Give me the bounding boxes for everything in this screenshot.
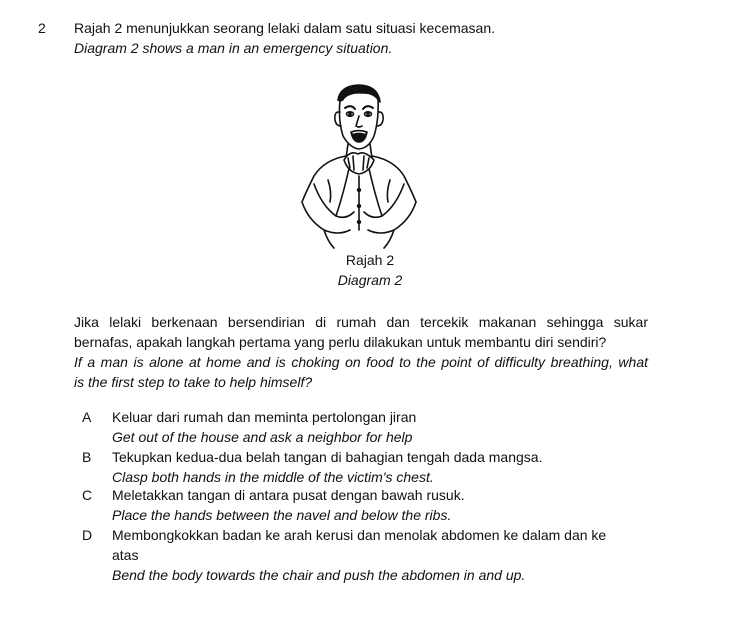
option-text-english: Get out of the house and ask a neighbor for help [112,429,413,445]
option-letter: B [82,449,92,465]
option-text-malay: Keluar dari rumah dan meminta pertolongan jiran [112,409,417,425]
option-letter: D [82,527,93,543]
option-text-malay: Meletakkan tangan di antara pusat dengan bawah rusuk. [112,487,465,503]
stem-malay-line-1: Jika lelaki berkenaan bersendirian di rumah dan tercekik makanan sehingga sukar [74,314,648,330]
option-text-english: Clasp both hands in the middle of the victim's chest. [112,469,434,485]
stem-english-line-2: is the first step to take to help himself? [74,374,313,390]
option-letter: C [82,487,93,503]
option-text-malay-line-1: Membongkokkan badan ke arah kerusi dan menolak abdomen ke dalam dan ke [112,527,607,543]
question-number: 2 [38,20,46,36]
option-text-malay-line-2: atas [112,547,139,563]
option-text-english: Bend the body towards the chair and push the abdomen in and up. [112,567,526,583]
figure-caption-english: Diagram 2 [337,272,403,288]
stem-malay-line-2: bernafas, apakah langkah pertama yang perlu dilakukan untuk membantu diri sendiri? [74,334,607,350]
option-text-english: Place the hands between the navel and below the ribs. [112,507,452,523]
intro-text-malay: Rajah 2 menunjukkan seorang lelaki dalam satu situasi kecemasan. [74,20,496,36]
choking-man-illustration [288,80,428,250]
option-text-malay: Tekupkan kedua-dua belah tangan di bahagian tengah dada mangsa. [112,449,543,465]
option-letter: A [82,409,92,425]
figure-caption-malay: Rajah 2 [345,252,395,268]
intro-text-english: Diagram 2 shows a man in an emergency situation. [74,40,393,56]
question-stem [74,312,648,392]
stem-english-line-1: If a man is alone at home and is choking on food to the point of difficulty breathing, what [74,354,648,370]
